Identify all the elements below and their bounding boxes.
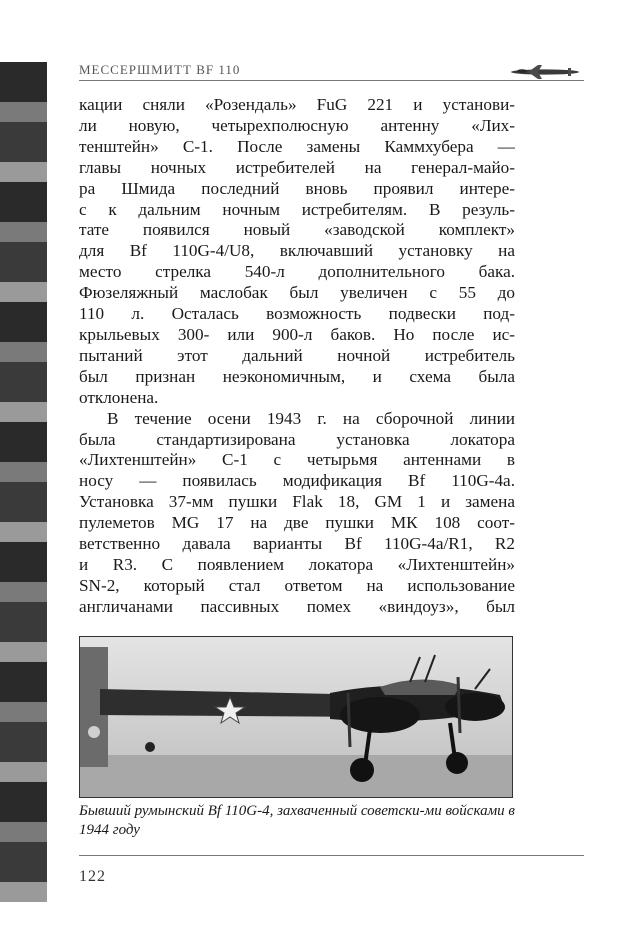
text-line: тате появился новый «заводской комплект» (79, 220, 515, 240)
text-line: отклонена. (79, 387, 159, 407)
text-line: Фюзеляжный маслобак был увеличен с 55 до (79, 283, 515, 303)
text-line: место стрелка 540-л дополнительного бака. (79, 262, 515, 282)
text-line: тенштейн» С-1. После замены Каммхубера — (79, 136, 515, 156)
text-line: носу — появилась модификация Bf 110G-4a. (79, 471, 515, 491)
text-line: с к дальним ночным истребителям. В резуль- (79, 199, 515, 219)
text-line: была стандартизирована установка локатора (79, 429, 515, 449)
footer-rule (79, 855, 584, 856)
page-number: 122 (79, 868, 106, 885)
text-line: для Bf 110G-4/U8, включавший установку на (79, 241, 515, 261)
aircraft-silhouette-icon (508, 64, 582, 80)
text-line: крыльевых 300- или 900-л баков. Но после ис- (79, 324, 515, 344)
text-line: и R3. С появлением локатора «Лихтенштейн» (79, 554, 515, 574)
text-line: ра Шмида последний вновь проявил интере- (79, 178, 515, 198)
figure-caption: Бывший румынский Bf 110G-4, захваченный советски-ми войсками в 1944 году (79, 803, 515, 838)
text-line: Установка 37-мм пушки Flak 18, GM 1 и замена (79, 492, 515, 512)
text-line: В течение осени 1943 г. на сборочной линии (107, 408, 515, 428)
aircraft-photo (79, 636, 513, 798)
header-rule (79, 80, 584, 81)
text-line: пытаний этот дальний ночной истребитель (79, 345, 515, 365)
running-title: МЕССЕРШМИТТ BF 110 (79, 62, 241, 77)
text-line: кации сняли «Розендаль» FuG 221 и установи- (79, 95, 515, 114)
aircraft-photo-drawing (80, 637, 512, 797)
page-edge-thumb-band (0, 62, 47, 902)
text-line: пулеметов MG 17 на две пушки МК 108 соот- (79, 513, 515, 533)
text-line: ли новую, четырехполюсную антенну «Лих- (79, 115, 515, 135)
body-text (79, 95, 515, 618)
text-line: SN-2, который стал ответом на использование (79, 575, 515, 595)
text-line: ветственно давала варианты Bf 110G-4a/R1, R2 (79, 534, 515, 554)
text-line: главы ночных истребителей на генерал-майо- (79, 157, 515, 177)
text-line: англичанами пассивных помех «виндоуз», был (79, 596, 515, 616)
text-line: 110 л. Осталась возможность подвески под- (79, 304, 515, 324)
text-line: был признан неэкономичным, и схема была (79, 366, 515, 386)
text-line: «Лихтенштейн» С-1 с четырьмя антеннами в (79, 450, 515, 470)
